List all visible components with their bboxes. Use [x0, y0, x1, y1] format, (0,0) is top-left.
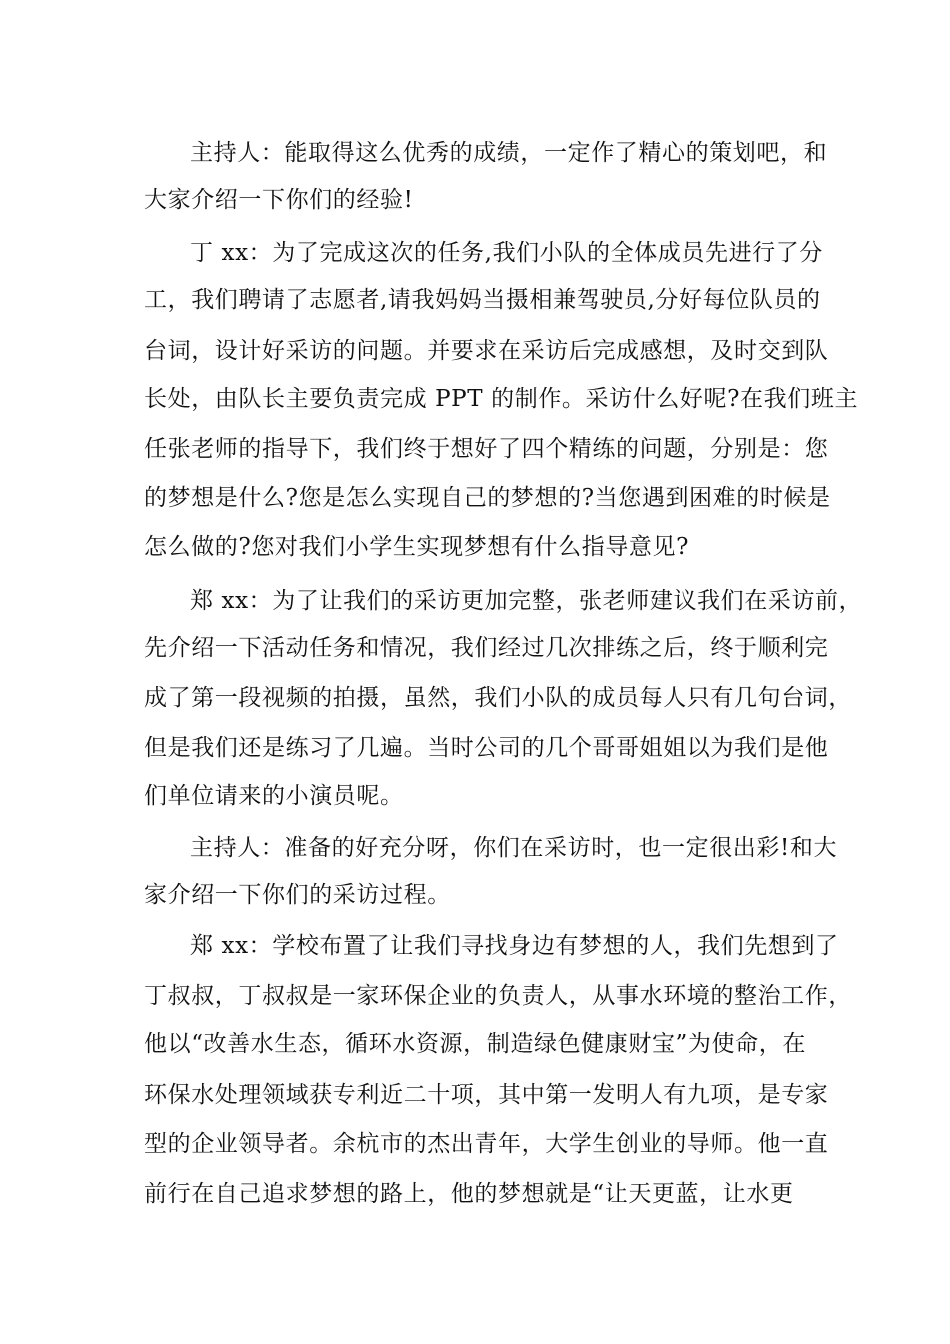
paragraph-line: 先介绍一下活动任务和情况，我们经过几次排练之后，终于顺利完 [144, 635, 829, 661]
paragraph-line: 的梦想是什么?您是怎么实现自己的梦想的?当您遇到困难的时候是 [144, 485, 831, 511]
paragraph-line: 成了第一段视频的拍摄，虽然，我们小队的成员每人只有几句台词， [144, 685, 852, 711]
paragraph-line: 主持人：能取得这么优秀的成绩，一定作了精心的策划吧，和 [190, 140, 828, 166]
paragraph-line: 大家介绍一下你们的经验! [144, 187, 414, 213]
paragraph-line: 他以“改善水生态，循环水资源，制造绿色健康财宝”为使命，在 [144, 1031, 806, 1057]
paragraph-line: 任张老师的指导下，我们终于想好了四个精练的问题，分别是：您 [144, 436, 829, 462]
paragraph-line: 环保水处理领域获专利近二十项，其中第一发明人有九项，是专家 [144, 1082, 829, 1108]
paragraph-line: 丁叔叔，丁叔叔是一家环保企业的负责人，从事水环境的整治工作， [144, 983, 852, 1009]
paragraph-line: 台词，设计好采访的问题。并要求在采访后完成感想，及时交到队 [144, 338, 829, 364]
paragraph-line: 郑 xx：学校布置了让我们寻找身边有梦想的人，我们先想到了 [190, 933, 839, 959]
paragraph-line: 丁 xx：为了完成这次的任务,我们小队的全体成员先进行了分 [190, 240, 823, 266]
paragraph-line: 主持人：准备的好充分呀，你们在采访时，也一定很出彩!和大 [190, 835, 838, 861]
paragraph-line: 工，我们聘请了志愿者,请我妈妈当摄相兼驾驶员,分好每位队员的 [144, 287, 821, 313]
paragraph-line: 型的企业领导者。余杭市的杰出青年，大学生创业的导师。他一直 [144, 1131, 829, 1157]
paragraph-line: 怎么做的?您对我们小学生实现梦想有什么指导意见? [144, 534, 690, 560]
paragraph-line: 长处，由队长主要负责完成 PPT 的制作。采访什么好呢?在我们班主 [144, 386, 859, 412]
paragraph-line: 郑 xx：为了让我们的采访更加完整，张老师建议我们在采访前， [190, 588, 863, 614]
paragraph-line: 前行在自己追求梦想的路上，他的梦想就是“让天更蓝，让水更 [144, 1181, 794, 1207]
paragraph-line: 家介绍一下你们的采访过程。 [144, 882, 451, 908]
paragraph-line: 但是我们还是练习了几遍。当时公司的几个哥哥姐姐以为我们是他 [144, 735, 829, 761]
paragraph-line: 们单位请来的小演员呢。 [144, 783, 404, 809]
